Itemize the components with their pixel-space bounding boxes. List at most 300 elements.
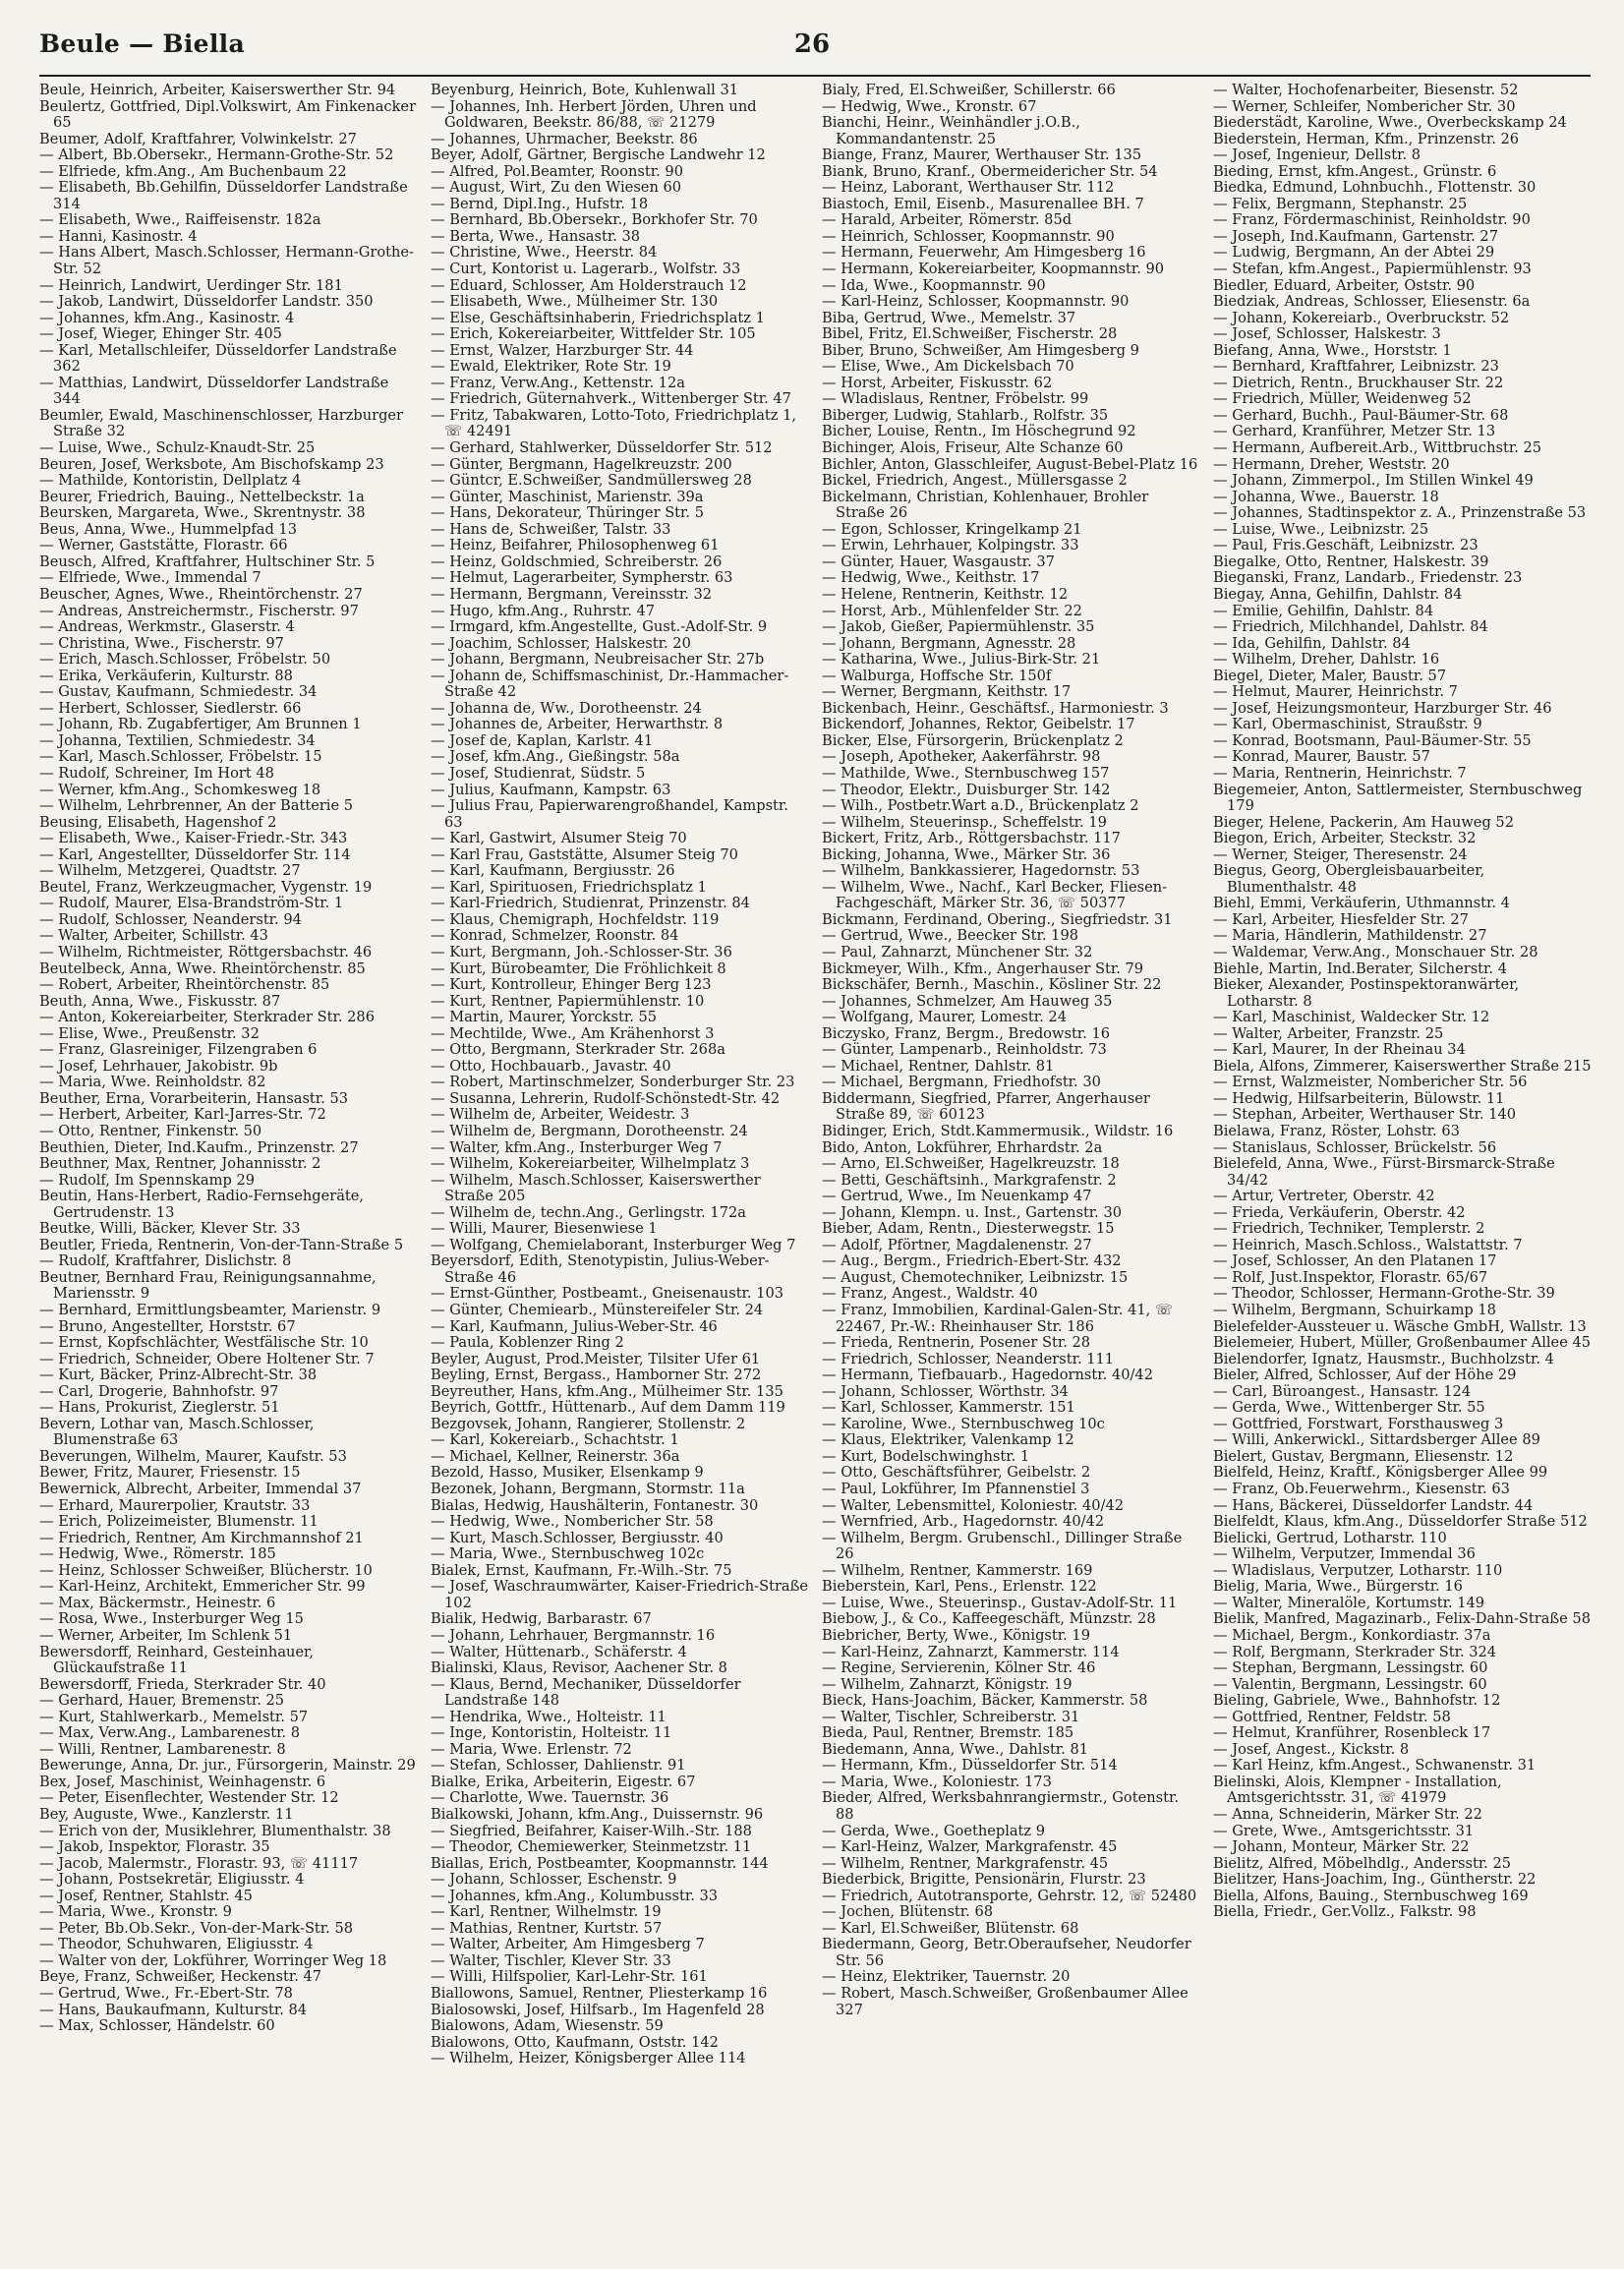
directory-entry: — Günter, Bergmann, Hagelkreuzstr. 200 bbox=[431, 455, 732, 473]
directory-entry: — Hans Albert, Masch.Schlosser, Hermann-Grothe-Str. 52 bbox=[39, 244, 414, 278]
directory-entry: — Franz, Glasreiniger, Filzengraben 6 bbox=[39, 1041, 318, 1059]
directory-entry: — Paul, Zahnarzt, Münchener Str. 32 bbox=[822, 943, 1093, 960]
directory-entry: — Karl, Kokereiarb., Schachtstr. 1 bbox=[431, 1431, 679, 1449]
directory-entry: — Wladislaus, Rentner, Fröbelstr. 99 bbox=[822, 390, 1089, 408]
directory-entry: — Friedrich, Rentner, Am Kirchmannshof 21 bbox=[39, 1529, 364, 1546]
directory-columns bbox=[39, 83, 1593, 2259]
directory-entry: — Karl, Maschinist, Waldecker Str. 12 bbox=[1213, 1009, 1490, 1026]
directory-entry: — Wilhelm, Lehrbrenner, An der Batterie 5 bbox=[39, 797, 354, 815]
directory-entry: — Günter, Chemiearb., Münstereifeler Str. 24 bbox=[431, 1302, 764, 1319]
directory-entry: — Herbert, Schlosser, Siedlerstr. 66 bbox=[39, 699, 302, 717]
directory-entry: Beuren, Josef, Werksbote, Am Bischofskamp 23 bbox=[39, 455, 384, 473]
directory-entry: — Karl Frau, Gaststätte, Alsumer Steig 70 bbox=[431, 845, 738, 863]
directory-entry: Biegemeier, Anton, Sattlermeister, Sternbuschweg 179 bbox=[1213, 781, 1583, 815]
directory-entry: — Michael, Rentner, Dahlstr. 81 bbox=[822, 1057, 1055, 1075]
directory-entry: Biallas, Erich, Postbeamter, Koopmannstr. 144 bbox=[431, 1854, 769, 1872]
directory-entry: — Josef, Lehrhauer, Jakobistr. 9b bbox=[39, 1057, 278, 1075]
directory-entry: Biefang, Anna, Wwe., Horststr. 1 bbox=[1213, 341, 1452, 359]
directory-entry: Bibel, Fritz, El.Schweißer, Fischerstr. 28 bbox=[822, 325, 1118, 343]
directory-entry: Bidinger, Erich, Stdt.Kammermusik., Wildstr. 16 bbox=[822, 1123, 1174, 1139]
directory-entry: — Günter, Lampenarb., Reinholdstr. 73 bbox=[822, 1041, 1107, 1059]
directory-entry: — Max, Schlosser, Händelstr. 60 bbox=[39, 2017, 275, 2035]
directory-entry: — Stanislaus, Schlosser, Brückelstr. 56 bbox=[1213, 1138, 1497, 1156]
directory-entry: — Elise, Wwe., Am Dickelsbach 70 bbox=[822, 358, 1074, 376]
directory-entry: — Ernst, Walzmeister, Nombericher Str. 56 bbox=[1213, 1074, 1528, 1091]
directory-entry: — Karl, Kaufmann, Julius-Weber-Str. 46 bbox=[431, 1317, 718, 1335]
directory-entry: — Karoline, Wwe., Sternbuschweg 10c bbox=[822, 1415, 1105, 1432]
directory-entry: Beursken, Margareta, Wwe., Skrentnystr. 38 bbox=[39, 504, 366, 522]
directory-entry: — Bernhard, Ermittlungsbeamter, Marienstr. 9 bbox=[39, 1302, 381, 1319]
directory-entry: Bieker, Alexander, Postinspektoranwärter, Lotharstr. 8 bbox=[1213, 976, 1520, 1010]
directory-entry: — Johann, Klempn. u. Inst., Gartenstr. 30 bbox=[822, 1203, 1123, 1221]
directory-entry: Bielitz, Alfred, Möbelhdlg., Andersstr. 25 bbox=[1213, 1854, 1512, 1872]
directory-entry: — Mathilde, Kontoristin, Dellplatz 4 bbox=[39, 472, 302, 490]
directory-entry: — Hedwig, Wwe., Römerstr. 185 bbox=[39, 1545, 276, 1563]
directory-entry: Bickmann, Ferdinand, Obering., Siegfriedstr. 31 bbox=[822, 910, 1173, 928]
directory-entry: — Josef, Schlosser, Halskestr. 3 bbox=[1213, 325, 1441, 343]
directory-entry: — Joseph, Apotheker, Aakerfährstr. 98 bbox=[822, 748, 1101, 766]
directory-entry: — Hedwig, Wwe., Nombericher Str. 58 bbox=[431, 1513, 714, 1531]
directory-entry: — Wilhelm, Heizer, Königsberger Allee 114 bbox=[431, 2050, 746, 2067]
directory-entry: Bieck, Hans-Joachim, Bäcker, Kammerstr. 58 bbox=[822, 1692, 1148, 1710]
directory-entry: — Wilhelm, Metzgerei, Quadtstr. 27 bbox=[39, 862, 301, 880]
directory-entry: — Bernhard, Bb.Obersekr., Borkhofer Str. 70 bbox=[431, 211, 758, 229]
directory-entry: — Robert, Masch.Schweißer, Großenbaumer Allee 327 bbox=[822, 1984, 1189, 2018]
directory-entry: — Susanna, Lehrerin, Rudolf-Schönstedt-Str. 42 bbox=[431, 1089, 781, 1107]
directory-entry: — Franz, Fördermaschinist, Reinholdstr. 90 bbox=[1213, 211, 1531, 229]
directory-entry: — Helmut, Kranführer, Rosenbleck 17 bbox=[1213, 1724, 1491, 1742]
directory-entry: — Wernfried, Arb., Hagedornstr. 40/42 bbox=[822, 1513, 1105, 1531]
directory-entry: — Karl, Angestellter, Düsseldorfer Str. 114 bbox=[39, 845, 351, 863]
directory-entry: Beyenburg, Heinrich, Bote, Kuhlenwall 31 bbox=[431, 83, 739, 98]
directory-entry: — Erich von der, Musiklehrer, Blumenthalstr. 38 bbox=[39, 1822, 391, 1839]
directory-column-3 bbox=[822, 83, 1201, 2259]
directory-entry: Biba, Gertrud, Wwe., Memelstr. 37 bbox=[822, 309, 1076, 326]
directory-entry: Biange, Franz, Maurer, Werthauser Str. 135 bbox=[822, 146, 1142, 164]
directory-entry: — Jakob, Landwirt, Düsseldorfer Landstr. 350 bbox=[39, 293, 374, 311]
directory-entry: Bielfeldt, Klaus, kfm.Ang., Düsseldorfer Straße 512 bbox=[1213, 1513, 1588, 1531]
header-rule bbox=[39, 75, 1591, 77]
directory-entry: — Gerda, Wwe., Wittenberger Str. 55 bbox=[1213, 1399, 1485, 1417]
directory-entry: — Johanna de, Ww., Dorotheenstr. 24 bbox=[431, 699, 702, 717]
directory-entry: Bewersdorff, Frieda, Sterkrader Str. 40 bbox=[39, 1675, 326, 1693]
directory-entry: — Horst, Arb., Mühlenfelder Str. 22 bbox=[822, 602, 1082, 619]
directory-entry: Bialinski, Klaus, Revisor, Aachener Str. 8 bbox=[431, 1659, 727, 1677]
directory-entry: — Karl Heinz, kfm.Angest., Schwanenstr. 31 bbox=[1213, 1757, 1537, 1774]
directory-entry: Bewerunge, Anna, Dr. jur., Fürsorgerin, Mainstr. 29 bbox=[39, 1757, 416, 1774]
directory-entry: Beuthien, Dieter, Ind.Kaufm., Prinzenstr. 27 bbox=[39, 1138, 359, 1156]
directory-entry: — Kurt, Bodelschwinghstr. 1 bbox=[822, 1447, 1030, 1465]
directory-entry: — Walter, Arbeiter, Franzstr. 25 bbox=[1213, 1024, 1444, 1042]
directory-entry: — Gertrud, Wwe., Im Neuenkamp 47 bbox=[822, 1188, 1092, 1205]
directory-entry: Bickschäfer, Bernh., Maschin., Kösliner Str. 22 bbox=[822, 976, 1162, 994]
directory-entry: — Wilhelm, Dreher, Dahlstr. 16 bbox=[1213, 651, 1440, 669]
directory-entry: — Carl, Drogerie, Bahnhofstr. 97 bbox=[39, 1382, 279, 1400]
directory-entry: — Maria, Wwe. Erlenstr. 72 bbox=[431, 1740, 632, 1758]
directory-entry: — Inge, Kontoristin, Holteistr. 11 bbox=[431, 1724, 672, 1742]
directory-entry: — Otto, Bergmann, Sterkrader Str. 268a bbox=[431, 1041, 725, 1059]
directory-entry: Bieger, Helene, Packerin, Am Hauweg 52 bbox=[1213, 813, 1514, 831]
directory-entry: — Erwin, Lehrhauer, Kolpingstr. 33 bbox=[822, 537, 1079, 554]
directory-entry: — Karl-Heinz, Architekt, Emmericher Str. 99 bbox=[39, 1578, 366, 1596]
directory-entry: — Franz, Immobilien, Kardinal-Galen-Str. 41, ☏ 22467, Pr.-W.: Rheinhauser Str. 186 bbox=[822, 1302, 1174, 1335]
directory-entry: — Karl, Gastwirt, Alsumer Steig 70 bbox=[431, 830, 687, 847]
directory-entry: — Curt, Kontorist u. Lagerarb., Wolfstr. 33 bbox=[431, 261, 741, 278]
directory-entry: — Erich, Polizeimeister, Blumenstr. 11 bbox=[39, 1513, 319, 1531]
directory-entry: Beutke, Willi, Bäcker, Klever Str. 33 bbox=[39, 1220, 301, 1238]
directory-entry: — Wilhelm, Zahnarzt, Königstr. 19 bbox=[822, 1675, 1073, 1693]
directory-entry: — Walter, Arbeiter, Am Himgesberg 7 bbox=[431, 1936, 705, 1953]
directory-entry: — Wilhelm de, Bergmann, Dorotheenstr. 24 bbox=[431, 1123, 748, 1139]
directory-entry: Biebow, J., & Co., Kaffeegeschäft, Münzstr. 28 bbox=[822, 1610, 1156, 1628]
directory-entry: Bewer, Fritz, Maurer, Friesenstr. 15 bbox=[39, 1464, 301, 1482]
directory-entry: — Hendrika, Wwe., Holteistr. 11 bbox=[431, 1708, 667, 1725]
directory-entry: — Karl, Spirituosen, Friedrichsplatz 1 bbox=[431, 878, 707, 896]
directory-entry: — Jakob, Gießer, Papiermühlenstr. 35 bbox=[822, 618, 1095, 636]
directory-entry: — Franz, Verw.Ang., Kettenstr. 12a bbox=[431, 374, 685, 391]
directory-entry: — Werner, Steiger, Theresenstr. 24 bbox=[1213, 845, 1468, 863]
directory-entry: — Alfred, Pol.Beamter, Roonstr. 90 bbox=[431, 162, 683, 180]
directory-entry: — Heinz, Laborant, Werthauser Str. 112 bbox=[822, 179, 1115, 197]
directory-entry: — Walter, Tischler, Klever Str. 33 bbox=[431, 1951, 671, 1969]
directory-entry: Bielawa, Franz, Röster, Lohstr. 63 bbox=[1213, 1123, 1460, 1139]
directory-entry: — Maria, Wwe., Sternbuschweg 102c bbox=[431, 1545, 705, 1563]
directory-entry: — Siegfried, Beifahrer, Kaiser-Wilh.-Str. 188 bbox=[431, 1822, 752, 1839]
directory-entry: Bialek, Ernst, Kaufmann, Fr.-Wilh.-Str. 75 bbox=[431, 1561, 732, 1579]
directory-entry: — Hedwig, Wwe., Kronstr. 67 bbox=[822, 97, 1037, 115]
directory-entry: Beurer, Friedrich, Bauing., Nettelbeckstr. 1a bbox=[39, 488, 365, 505]
directory-entry: Biehl, Emmi, Verkäuferin, Uthmannstr. 4 bbox=[1213, 895, 1510, 912]
directory-entry: Beusing, Elisabeth, Hagenshof 2 bbox=[39, 813, 277, 831]
directory-entry: Bickert, Fritz, Arb., Röttgersbachstr. 117 bbox=[822, 830, 1121, 847]
directory-entry: Bianchi, Heinr., Weinhändler j.O.B., Kommandantenstr. 25 bbox=[822, 114, 1080, 147]
directory-entry: — Friedrich, Schlosser, Neanderstr. 111 bbox=[822, 1350, 1115, 1367]
directory-entry: — Wilhelm, Verputzer, Immendal 36 bbox=[1213, 1545, 1476, 1563]
directory-entry: — Walter von der, Lokführer, Worringer Weg 18 bbox=[39, 1951, 387, 1969]
directory-entry: — Johann, Bergmann, Neubreisacher Str. 27b bbox=[431, 651, 765, 669]
directory-entry: — Wilhelm de, techn.Ang., Gerlingstr. 172a bbox=[431, 1203, 746, 1221]
directory-entry: — August, Chemotechniker, Leibnizstr. 15 bbox=[822, 1268, 1129, 1286]
directory-entry: — Herbert, Arbeiter, Karl-Jarres-Str. 72 bbox=[39, 1106, 326, 1124]
directory-entry: — Heinrich, Landwirt, Uerdinger Str. 181 bbox=[39, 276, 343, 294]
page-number: 26 bbox=[793, 29, 831, 59]
directory-entry: — Rudolf, Schreiner, Im Hort 48 bbox=[39, 764, 274, 782]
directory-entry: — Maria, Händlerin, Mathildenstr. 27 bbox=[1213, 927, 1487, 945]
directory-entry: — Theodor, Schlosser, Hermann-Grothe-Str. 39 bbox=[1213, 1285, 1555, 1303]
directory-entry: — Kurt, Bergmann, Joh.-Schlosser-Str. 36 bbox=[431, 943, 732, 960]
directory-entry: — Matthias, Landwirt, Düsseldorfer Landstraße 344 bbox=[39, 374, 389, 408]
directory-entry: — Hans, Prokurist, Zieglerstr. 51 bbox=[39, 1399, 280, 1417]
directory-entry: — Charlotte, Wwe. Tauernstr. 36 bbox=[431, 1789, 669, 1807]
directory-entry: Biederstädt, Karoline, Wwe., Overbeckskamp 24 bbox=[1213, 114, 1567, 132]
directory-entry: — Hermann, Aufbereit.Arb., Wittbruchstr. 25 bbox=[1213, 439, 1542, 457]
directory-entry: — Erich, Kokereiarbeiter, Wittfelder Str. 105 bbox=[431, 325, 756, 343]
directory-entry: — Paul, Lokführer, Im Pfannenstiel 3 bbox=[822, 1481, 1090, 1498]
directory-entry: — Stefan, kfm.Angest., Papiermühlenstr. 93 bbox=[1213, 261, 1532, 278]
directory-entry: — Elisabeth, Wwe., Mülheimer Str. 130 bbox=[431, 293, 719, 311]
directory-entry: Beusch, Alfred, Kraftfahrer, Hultschiner Str. 5 bbox=[39, 553, 376, 570]
directory-entry: Bialy, Fred, El.Schweißer, Schillerstr. 66 bbox=[822, 83, 1116, 98]
directory-entry: — Wilhelm de, Arbeiter, Weidestr. 3 bbox=[431, 1106, 690, 1124]
directory-entry: — Walburga, Hoffsche Str. 150f bbox=[822, 667, 1052, 684]
directory-entry: Beye, Franz, Schweißer, Heckenstr. 47 bbox=[39, 1968, 322, 1986]
directory-entry: — Elisabeth, Wwe., Raiffeisenstr. 182a bbox=[39, 211, 321, 229]
directory-entry: Biedemann, Anna, Wwe., Dahlstr. 81 bbox=[822, 1740, 1089, 1758]
directory-entry: Beyrich, Gottfr., Hüttenarb., Auf dem Damm 119 bbox=[431, 1399, 785, 1417]
directory-entry: — Gerda, Wwe., Goetheplatz 9 bbox=[822, 1822, 1046, 1839]
directory-entry: — Kurt, Rentner, Papiermühlenstr. 10 bbox=[431, 992, 705, 1010]
directory-entry: — Paul, Fris.Geschäft, Leibnizstr. 23 bbox=[1213, 537, 1479, 554]
directory-entry: — Hans, Dekorateur, Thüringer Str. 5 bbox=[431, 504, 704, 522]
directory-entry: — Wilh., Postbetr.Wart a.D., Brückenplatz 2 bbox=[822, 797, 1139, 815]
directory-entry: — Eduard, Schlosser, Am Holderstrauch 12 bbox=[431, 276, 747, 294]
directory-entry: — Güntcr, E.Schweißer, Sandmüllersweg 28 bbox=[431, 472, 752, 490]
directory-entry: Beus, Anna, Wwe., Hummelpfad 13 bbox=[39, 520, 297, 538]
directory-entry: — Günter, Maschinist, Marienstr. 39a bbox=[431, 488, 704, 505]
directory-entry: — Johanna, Textilien, Schmiedestr. 34 bbox=[39, 731, 316, 749]
directory-entry: Bielitzer, Hans-Joachim, Ing., Güntherstr. 22 bbox=[1213, 1871, 1537, 1889]
directory-entry: — Rudolf, Schlosser, Neanderstr. 94 bbox=[39, 910, 302, 928]
directory-entry: — Kurt, Bäcker, Prinz-Albrecht-Str. 38 bbox=[39, 1367, 318, 1384]
directory-entry: — Karl, El.Schweißer, Blütenstr. 68 bbox=[822, 1919, 1079, 1937]
directory-entry: — Karl-Heinz, Schlosser, Koopmannstr. 90 bbox=[822, 293, 1130, 311]
directory-entry: — Luise, Wwe., Schulz-Knaudt-Str. 25 bbox=[39, 439, 316, 457]
directory-entry: Biczysko, Franz, Bergm., Bredowstr. 16 bbox=[822, 1024, 1111, 1042]
directory-entry: — Heinz, Goldschmied, Schreiberstr. 26 bbox=[431, 553, 723, 570]
directory-entry: Beverungen, Wilhelm, Maurer, Kaufstr. 53 bbox=[39, 1447, 347, 1465]
directory-entry: — Frieda, Verkäuferin, Oberstr. 42 bbox=[1213, 1203, 1466, 1221]
directory-entry: — Jochen, Blütenstr. 68 bbox=[822, 1903, 994, 1921]
directory-entry: — Gerhard, Hauer, Bremenstr. 25 bbox=[39, 1692, 285, 1710]
directory-entry: — Regine, Servierenin, Kölner Str. 46 bbox=[822, 1659, 1096, 1677]
directory-entry: — Johann, Postsekretär, Eligiusstr. 4 bbox=[39, 1871, 305, 1889]
directory-entry: Beyling, Ernst, Bergass., Hamborner Str. 272 bbox=[431, 1367, 762, 1384]
directory-entry: — Josef, Studienrat, Südstr. 5 bbox=[431, 764, 646, 782]
directory-entry: Beumler, Ewald, Maschinenschlosser, Harzburger Straße 32 bbox=[39, 406, 404, 440]
directory-entry: — Harald, Arbeiter, Römerstr. 85d bbox=[822, 211, 1073, 229]
directory-entry: — Gerhard, Buchh., Paul-Bäumer-Str. 68 bbox=[1213, 406, 1509, 424]
directory-entry: — Helmut, Maurer, Heinrichstr. 7 bbox=[1213, 683, 1458, 701]
directory-entry: — Maria, Rentnerin, Heinrichstr. 7 bbox=[1213, 764, 1467, 782]
directory-entry: — Johann, Lehrhauer, Bergmannstr. 16 bbox=[431, 1626, 716, 1644]
directory-entry: — Betti, Geschäftsinh., Markgrafenstr. 2 bbox=[822, 1171, 1117, 1189]
directory-entry: — Gerhard, Kranführer, Metzer Str. 13 bbox=[1213, 423, 1496, 440]
directory-entry: — Else, Geschäftsinhaberin, Friedrichsplatz 1 bbox=[431, 309, 765, 326]
directory-entry: — Wilhelm, Kokereiarbeiter, Wilhelmplatz 3 bbox=[431, 1155, 750, 1173]
directory-entry: — Christina, Wwe., Fischerstr. 97 bbox=[39, 634, 284, 652]
directory-entry: Bialke, Erika, Arbeiterin, Eigestr. 67 bbox=[431, 1773, 696, 1790]
directory-entry: Biegus, Georg, Obergleisbauarbeiter, Blumenthalstr. 48 bbox=[1213, 862, 1485, 896]
directory-entry: — Johann, Schlosser, Eschenstr. 9 bbox=[431, 1871, 677, 1889]
directory-entry: Biella, Friedr., Ger.Vollz., Falkstr. 98 bbox=[1213, 1903, 1477, 1921]
directory-entry: — Aug., Bergm., Friedrich-Ebert-Str. 432 bbox=[822, 1252, 1122, 1270]
directory-entry: — Gustav, Kaufmann, Schmiedestr. 34 bbox=[39, 683, 318, 701]
directory-entry: — Friedrich, Techniker, Templerstr. 2 bbox=[1213, 1220, 1485, 1238]
directory-entry: Biedermann, Georg, Betr.Oberaufseher, Neudorfer Str. 56 bbox=[822, 1936, 1191, 1969]
directory-entry: — Ludwig, Bergmann, An der Abtei 29 bbox=[1213, 244, 1495, 262]
directory-entry: — Wolfgang, Chemielaborant, Insterburger Weg 7 bbox=[431, 1236, 796, 1253]
directory-entry: — Hans de, Schweißer, Talstr. 33 bbox=[431, 520, 671, 538]
directory-entry: — Hedwig, Wwe., Keithstr. 17 bbox=[822, 569, 1040, 587]
directory-entry: — Rolf, Just.Inspektor, Florastr. 65/67 bbox=[1213, 1268, 1488, 1286]
directory-entry: — Andreas, Anstreichermstr., Fischerstr. 97 bbox=[39, 602, 359, 619]
directory-entry: Beyler, August, Prod.Meister, Tilsiter Ufer 61 bbox=[431, 1350, 761, 1367]
directory-entry: Beyersdorf, Edith, Stenotypistin, Julius-Weber-Straße 46 bbox=[431, 1252, 770, 1286]
directory-entry: — Max, Bäckermstr., Heinestr. 6 bbox=[39, 1594, 276, 1611]
directory-entry: Bielemeier, Hubert, Müller, Großenbaumer Allee 45 bbox=[1213, 1334, 1592, 1352]
directory-entry: — Kurt, Kontrolleur, Ehinger Berg 123 bbox=[431, 976, 712, 994]
directory-entry: — Erhard, Maurerpolier, Krautstr. 33 bbox=[39, 1496, 311, 1514]
directory-entry: — Irmgard, kfm.Angestellte, Gust.-Adolf-Str. 9 bbox=[431, 618, 768, 636]
directory-entry: — Hermann, Dreher, Weststr. 20 bbox=[1213, 455, 1450, 473]
directory-entry: Beuthner, Max, Rentner, Johannisstr. 2 bbox=[39, 1155, 321, 1173]
directory-entry: — Wilhelm, Rentner, Kammerstr. 169 bbox=[822, 1561, 1093, 1579]
directory-entry: — Gottfried, Forstwart, Forsthausweg 3 bbox=[1213, 1415, 1504, 1432]
directory-entry: — Günter, Hauer, Wasgaustr. 37 bbox=[822, 553, 1055, 570]
directory-entry: Biedler, Eduard, Arbeiter, Oststr. 90 bbox=[1213, 276, 1476, 294]
directory-entry: Bielefelder-Aussteuer u. Wäsche GmbH, Wallstr. 13 bbox=[1213, 1317, 1587, 1335]
directory-entry: — Wilhelm, Richtmeister, Röttgersbachstr. 46 bbox=[39, 943, 373, 960]
directory-entry: — Wladislaus, Verputzer, Lotharstr. 110 bbox=[1213, 1561, 1503, 1579]
directory-entry: — Karl, Arbeiter, Hiesfelder Str. 27 bbox=[1213, 910, 1469, 928]
directory-entry: — Grete, Wwe., Amtsgerichtsstr. 31 bbox=[1213, 1822, 1475, 1839]
directory-entry: — Helene, Rentnerin, Keithstr. 12 bbox=[822, 585, 1069, 603]
directory-entry: Bichler, Anton, Glasschleifer, August-Bebel-Platz 16 bbox=[822, 455, 1198, 473]
directory-entry: — Emilie, Gehilfin, Dahlstr. 84 bbox=[1213, 602, 1434, 619]
directory-entry: — Ernst-Günther, Postbeamt., Gneisenaustr. 103 bbox=[431, 1285, 784, 1303]
directory-entry: — Robert, Martinschmelzer, Sonderburger Str. 23 bbox=[431, 1074, 795, 1091]
directory-entry: — Gerhard, Stahlwerker, Düsseldorfer Str. 512 bbox=[431, 439, 773, 457]
directory-entry: — Elfriede, kfm.Ang., Am Buchenbaum 22 bbox=[39, 162, 347, 180]
directory-entry: — Otto, Hochbauarb., Javastr. 40 bbox=[431, 1057, 671, 1075]
directory-entry: — Karl-Heinz, Zahnarzt, Kammerstr. 114 bbox=[822, 1643, 1120, 1660]
directory-entry: — Werner, Gaststätte, Florastr. 66 bbox=[39, 537, 288, 554]
directory-entry: — Maria, Wwe., Kronstr. 9 bbox=[39, 1903, 232, 1921]
directory-entry: — Josef, Ingenieur, Dellstr. 8 bbox=[1213, 146, 1421, 164]
directory-entry: — Adolf, Pförtner, Magdalenenstr. 27 bbox=[822, 1236, 1092, 1253]
directory-entry: — Josef, Waschraumwärter, Kaiser-Friedrich-Straße 102 bbox=[431, 1578, 809, 1611]
directory-entry: Bieganski, Franz, Landarb., Friedenstr. 23 bbox=[1213, 569, 1523, 587]
directory-entry: — Wilhelm, Steuerinsp., Scheffelstr. 19 bbox=[822, 813, 1107, 831]
directory-entry: — Andreas, Werkmstr., Glaserstr. 4 bbox=[39, 618, 295, 636]
directory-entry: Bickenbach, Heinr., Geschäftsf., Harmoniestr. 3 bbox=[822, 699, 1169, 717]
directory-entry: Beuther, Erna, Vorarbeiterin, Hansastr. 53 bbox=[39, 1089, 349, 1107]
directory-entry: — Karl, Obermaschinist, Straußstr. 9 bbox=[1213, 716, 1482, 733]
directory-entry: — Friedrich, Milchhandel, Dahlstr. 84 bbox=[1213, 618, 1488, 636]
directory-entry: — Josef, Angest., Kickstr. 8 bbox=[1213, 1740, 1410, 1758]
directory-entry: — Hermann, Bergmann, Vereinsstr. 32 bbox=[431, 585, 713, 603]
directory-entry: — Luise, Wwe., Leibnizstr. 25 bbox=[1213, 520, 1429, 538]
directory-entry: Beutelbeck, Anna, Wwe. Rheintörchenstr. 85 bbox=[39, 960, 366, 977]
directory-entry: — Bernhard, Kraftfahrer, Leibnizstr. 23 bbox=[1213, 358, 1499, 376]
directory-entry: — Karl, Masch.Schlosser, Fröbelstr. 15 bbox=[39, 748, 322, 766]
directory-entry: — Werner, Schleifer, Nombericher Str. 30 bbox=[1213, 97, 1516, 115]
directory-entry: — Heinz, Schlosser Schweißer, Blücherstr. 10 bbox=[39, 1561, 373, 1579]
directory-entry: — Johannes, kfm.Ang., Kolumbusstr. 33 bbox=[431, 1887, 719, 1904]
directory-entry: — Ernst, Walzer, Harzburger Str. 44 bbox=[431, 341, 694, 359]
directory-entry: — Josef, Wieger, Ehinger Str. 405 bbox=[39, 325, 282, 343]
directory-entry: — Mathias, Rentner, Kurtstr. 57 bbox=[431, 1919, 663, 1937]
directory-entry: — Johann, Rb. Zugabfertiger, Am Brunnen 1 bbox=[39, 716, 362, 733]
directory-entry: — Michael, Kellner, Reinerstr. 36a bbox=[431, 1447, 680, 1465]
directory-entry: Bielig, Maria, Wwe., Bürgerstr. 16 bbox=[1213, 1578, 1463, 1596]
directory-entry: — Jacob, Malermstr., Florastr. 93, ☏ 41117 bbox=[39, 1854, 359, 1872]
directory-entry: — Friedrich, Güternahverk., Wittenberger Str. 47 bbox=[431, 390, 791, 408]
directory-entry: — Wilhelm, Bergmann, Schuirkamp 18 bbox=[1213, 1302, 1496, 1319]
directory-entry: Biank, Bruno, Kranf., Obermeidericher Str. 54 bbox=[822, 162, 1158, 180]
directory-entry: — Hugo, kfm.Ang., Ruhrstr. 47 bbox=[431, 602, 656, 619]
directory-entry: — Stefan, Schlosser, Dahlienstr. 91 bbox=[431, 1757, 686, 1774]
directory-entry: — Rosa, Wwe., Insterburger Weg 15 bbox=[39, 1610, 304, 1628]
directory-entry: — Karl-Heinz, Walzer, Markgrafenstr. 45 bbox=[822, 1838, 1118, 1856]
directory-entry: Bieber, Adam, Rentn., Diesterwegstr. 15 bbox=[822, 1220, 1115, 1238]
directory-entry: — Kurt, Bürobeamter, Die Fröhlichkeit 8 bbox=[431, 960, 726, 977]
directory-entry: — Elisabeth, Wwe., Kaiser-Friedr.-Str. 343 bbox=[39, 830, 348, 847]
directory-entry: Bickmeyer, Wilh., Kfm., Angerhauser Str. 79 bbox=[822, 960, 1144, 977]
directory-entry: — Josef, Rentner, Stahlstr. 45 bbox=[39, 1887, 253, 1904]
directory-entry: — Otto, Rentner, Finkenstr. 50 bbox=[39, 1123, 262, 1139]
directory-entry: — Willi, Maurer, Biesenwiese 1 bbox=[431, 1220, 658, 1238]
directory-entry: — Ida, Wwe., Koopmannstr. 90 bbox=[822, 276, 1046, 294]
directory-entry: Bialowons, Otto, Kaufmann, Oststr. 142 bbox=[431, 2033, 719, 2051]
directory-entry: Biegalke, Otto, Rentner, Halskestr. 39 bbox=[1213, 553, 1489, 570]
directory-entry: Beumer, Adolf, Kraftfahrer, Volwinkelstr. 27 bbox=[39, 130, 357, 147]
directory-entry: — Johannes, Schmelzer, Am Hauweg 35 bbox=[822, 992, 1113, 1010]
directory-entry: — Johannes de, Arbeiter, Herwarthstr. 8 bbox=[431, 716, 724, 733]
directory-entry: — Johann de, Schiffsmaschinist, Dr.-Hammacher-Straße 42 bbox=[431, 667, 789, 701]
directory-entry: — Wilhelm, Bankkassierer, Hagedornstr. 53 bbox=[822, 862, 1140, 880]
directory-entry: Bichinger, Alois, Friseur, Alte Schanze 60 bbox=[822, 439, 1124, 457]
directory-entry: Biella, Alfons, Bauing., Sternbuschweg 169 bbox=[1213, 1887, 1529, 1904]
directory-entry: — Konrad, Bootsmann, Paul-Bäumer-Str. 55 bbox=[1213, 731, 1532, 749]
directory-entry: — Heinz, Elektriker, Tauernstr. 20 bbox=[822, 1968, 1071, 1986]
directory-entry: Biedziak, Andreas, Schlosser, Eliesenstr. 6a bbox=[1213, 293, 1531, 311]
directory-entry: Biegel, Dieter, Maler, Baustr. 57 bbox=[1213, 667, 1447, 684]
directory-entry: Beutin, Hans-Herbert, Radio-Fernsehgeräte, Gertrudenstr. 13 bbox=[39, 1188, 365, 1221]
directory-entry: Bey, Auguste, Wwe., Kanzlerstr. 11 bbox=[39, 1805, 294, 1823]
directory-entry: Bialosowski, Josef, Hilfsarb., Im Hagenfeld 28 bbox=[431, 2001, 765, 2018]
directory-entry: Biddermann, Siegfried, Pfarrer, Angerhauser Straße 89, ☏ 60123 bbox=[822, 1089, 1150, 1124]
directory-entry: Bielefeld, Anna, Wwe., Fürst-Birsmarck-Straße 34/42 bbox=[1213, 1155, 1555, 1189]
directory-entry: Biederstein, Herman, Kfm., Prinzenstr. 26 bbox=[1213, 130, 1520, 147]
directory-entry: — Valentin, Bergmann, Lessingstr. 60 bbox=[1213, 1675, 1487, 1693]
directory-entry: — Erich, Masch.Schlosser, Fröbelstr. 50 bbox=[39, 651, 331, 669]
directory-entry: Biehle, Martin, Ind.Berater, Silcherstr. 4 bbox=[1213, 960, 1507, 977]
directory-entry: — Hermann, Feuerwehr, Am Himgesberg 16 bbox=[822, 244, 1146, 262]
directory-entry: — Waldemar, Verw.Ang., Monschauer Str. 28 bbox=[1213, 943, 1538, 960]
directory-entry: — Stephan, Arbeiter, Werthauser Str. 140 bbox=[1213, 1106, 1517, 1124]
directory-entry: — Wolfgang, Maurer, Lomestr. 24 bbox=[822, 1009, 1067, 1026]
directory-entry: — Maria, Wwe. Reinholdstr. 82 bbox=[39, 1074, 266, 1091]
directory-entry: Bickelmann, Christian, Kohlenhauer, Brohler Straße 26 bbox=[822, 488, 1149, 522]
page-header bbox=[39, 26, 1585, 73]
directory-entry: — Julius, Kaufmann, Kampstr. 63 bbox=[431, 781, 671, 798]
directory-entry: — Hermann, Kokereiarbeiter, Koopmannstr. 90 bbox=[822, 261, 1165, 278]
directory-entry: — Wilhelm, Wwe., Nachf., Karl Becker, Fliesen-Fachgeschäft, Märker Str. 36, ☏ 50377 bbox=[822, 878, 1168, 912]
directory-entry: Biela, Alfons, Zimmerer, Kaiserswerther Straße 215 bbox=[1213, 1057, 1592, 1075]
directory-entry: — Gertrud, Wwe., Fr.-Ebert-Str. 78 bbox=[39, 1984, 293, 2002]
directory-entry: — Johann, Monteur, Märker Str. 22 bbox=[1213, 1838, 1470, 1856]
directory-entry: — Josef de, Kaplan, Karlstr. 41 bbox=[431, 731, 654, 749]
directory-entry: Bevern, Lothar van, Masch.Schlosser, Blumenstraße 63 bbox=[39, 1415, 315, 1449]
directory-entry: Beutner, Bernhard Frau, Reinigungsannahme, Mariensstr. 9 bbox=[39, 1268, 377, 1303]
directory-entry: — Erika, Verkäuferin, Kulturstr. 88 bbox=[39, 667, 293, 684]
directory-entry: — Friedrich, Müller, Weidenweg 52 bbox=[1213, 390, 1472, 408]
directory-entry: — Peter, Bb.Ob.Sekr., Von-der-Mark-Str. 58 bbox=[39, 1919, 354, 1937]
directory-entry: — Heinrich, Schlosser, Koopmannstr. 90 bbox=[822, 227, 1115, 245]
directory-entry: Bieling, Gabriele, Wwe., Bahnhofstr. 12 bbox=[1213, 1692, 1501, 1710]
directory-entry: Biebricher, Berty, Wwe., Königstr. 19 bbox=[822, 1626, 1090, 1644]
